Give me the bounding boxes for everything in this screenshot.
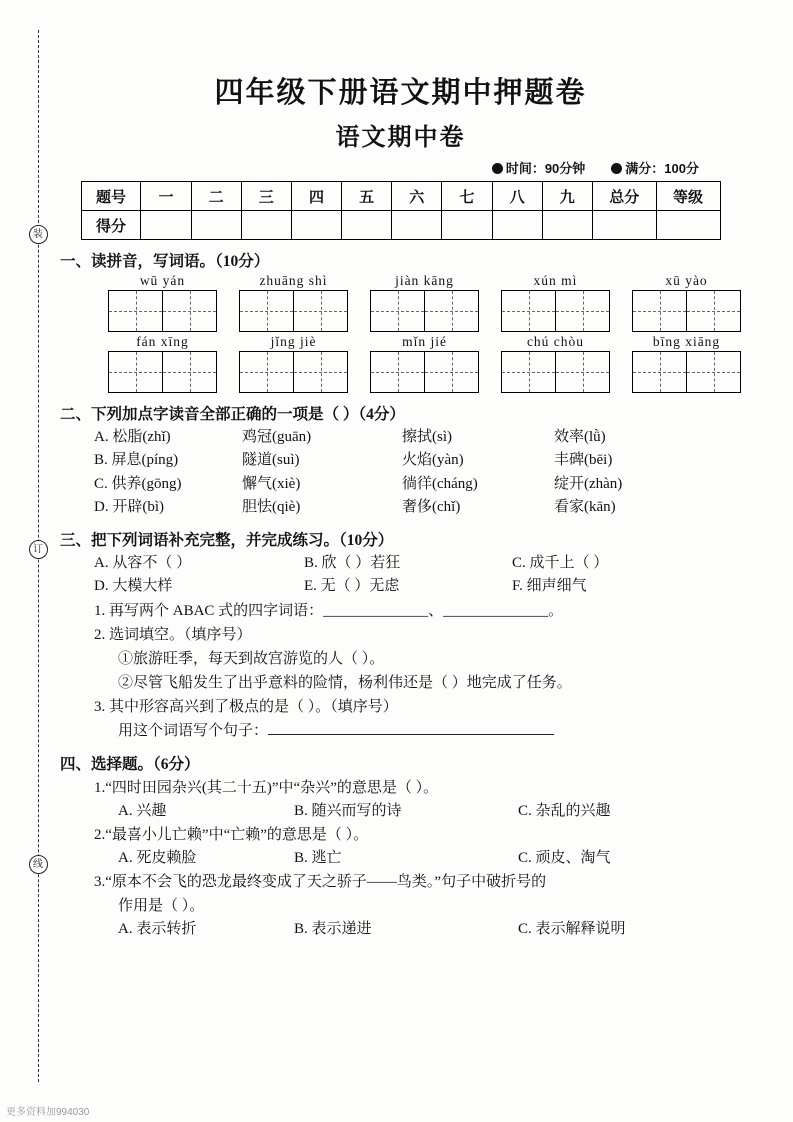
choice-option[interactable]: B. 表示递进 <box>294 921 372 937</box>
pinyin-text: fán xīng <box>136 334 189 349</box>
score-cell[interactable] <box>241 211 291 240</box>
pinyin-text: chú chòu <box>526 334 585 349</box>
score-table-row-label: 得分 <box>81 211 141 240</box>
score-cell[interactable] <box>542 211 592 240</box>
choice-row <box>118 800 741 823</box>
choice-option[interactable]: 奢侈(chǐ) <box>402 498 461 515</box>
tianzi-grid[interactable] <box>370 290 479 332</box>
score-table-header: 七 <box>442 182 492 211</box>
pinyin-item <box>632 273 741 332</box>
binding-mark-1 <box>26 225 50 244</box>
choice-row <box>94 426 741 449</box>
choice-option[interactable]: A. 松脂(zhǐ) <box>94 429 171 445</box>
choice-option[interactable]: D. 开辟(bì) <box>94 498 164 515</box>
table-row <box>81 182 720 211</box>
question-stem-cont: 作用是（ ）。 <box>118 898 205 914</box>
tianzi-grid[interactable] <box>501 290 610 332</box>
score-cell[interactable] <box>492 211 542 240</box>
section-heading-2: 二、下列加点字读音全部正确的一项是（ ）（4分） <box>60 406 405 423</box>
score-cell[interactable] <box>141 211 191 240</box>
choice-row <box>118 918 741 941</box>
page-subtitle: 语文期中卷 <box>335 125 466 151</box>
task-line[interactable]: ①旅游旺季，每天到故宫游览的人（ ）。 <box>118 650 385 667</box>
score-table-header: 题号 <box>81 182 141 211</box>
score-cell[interactable] <box>592 211 656 240</box>
choice-option[interactable]: 胆怯(qiè) <box>242 498 301 515</box>
choice-option[interactable]: C. 杂乱的兴趣 <box>518 802 611 819</box>
section-heading-4: 四、选择题。（6分） <box>60 755 200 773</box>
score-table-header: 六 <box>392 182 442 211</box>
choice-option[interactable]: 擦拭(sì) <box>402 429 452 445</box>
time-bullet-icon <box>492 163 503 174</box>
word-fill-item[interactable]: E. 无（ ）无虑 <box>304 578 400 595</box>
pinyin-text: jǐng jiè <box>270 334 317 349</box>
tianzi-grid[interactable] <box>239 351 348 393</box>
score-cell[interactable] <box>442 211 492 240</box>
score-table-header: 一 <box>141 182 191 211</box>
score-cell[interactable] <box>291 211 341 240</box>
question-stem: 3.“原本不会飞的恐龙最终变成了天之骄子——鸟类。”句子中破折号的 <box>94 874 547 890</box>
choice-row <box>94 496 741 519</box>
choice-option[interactable]: B. 屏息(píng) <box>94 452 179 469</box>
pinyin-text: zhuāng shì <box>259 273 328 288</box>
word-fill-item[interactable]: C. 成千上（ ） <box>512 555 609 571</box>
word-fill-row <box>94 575 741 598</box>
pinyin-item <box>501 334 610 393</box>
word-fill-row <box>94 552 741 575</box>
pinyin-text: mǐn jié <box>402 334 447 349</box>
pinyin-row-1 <box>108 273 741 332</box>
choice-option[interactable]: 懈气(xiè) <box>242 475 301 492</box>
choice-option[interactable]: 丰碑(bēi) <box>554 452 613 469</box>
pinyin-item <box>632 334 741 393</box>
choice-row <box>94 473 741 496</box>
choice-row <box>94 449 741 472</box>
choice-option[interactable]: 火焰(yàn) <box>402 452 464 469</box>
choice-option[interactable]: B. 随兴而写的诗 <box>294 802 402 819</box>
word-fill-item[interactable]: A. 从容不（ ） <box>94 555 192 571</box>
choice-option[interactable]: 绽开(zhàn) <box>554 475 623 492</box>
word-fill-item[interactable]: B. 欣（ ）若狂 <box>304 555 401 571</box>
task-line-with-blank <box>118 719 741 743</box>
section-heading-1: 一、读拼音，写词语。（10分） <box>60 253 270 270</box>
pinyin-item <box>239 273 348 332</box>
score-cell[interactable] <box>342 211 392 240</box>
tianzi-grid[interactable] <box>370 351 479 393</box>
word-fill-item[interactable]: F. 细声细气 <box>512 578 587 595</box>
pinyin-row-2 <box>108 334 741 393</box>
pinyin-text: bīng xiāng <box>652 334 721 349</box>
pinyin-text: xún mì <box>533 273 578 288</box>
paper-content <box>60 52 741 941</box>
pinyin-item <box>108 273 217 332</box>
watermark: 更多资料加994030 <box>6 1107 90 1118</box>
score-cell[interactable] <box>656 211 720 240</box>
choice-option[interactable]: A. 兴趣 <box>118 802 167 819</box>
word-fill-item[interactable]: D. 大模大样 <box>94 578 173 595</box>
binding-mark-char: 线 <box>29 855 48 874</box>
page-title: 四年级下册语文期中押题卷 <box>214 77 587 109</box>
score-table-header: 五 <box>342 182 392 211</box>
choice-option[interactable]: C. 供养(gōng) <box>94 475 182 492</box>
choice-option[interactable]: 隧道(suì) <box>242 452 300 469</box>
choice-option[interactable]: C. 顽皮、淘气 <box>518 849 611 866</box>
pinyin-item <box>501 273 610 332</box>
choice-option[interactable]: A. 表示转折 <box>118 921 197 937</box>
pinyin-writing-block <box>60 273 741 393</box>
binding-mark-char: 装 <box>29 225 48 244</box>
pinyin-item <box>108 334 217 393</box>
task-label: 用这个词语写个句子： <box>118 722 269 739</box>
tianzi-grid[interactable] <box>108 351 217 393</box>
score-bullet-icon <box>611 163 622 174</box>
binding-mark-3 <box>26 855 50 874</box>
tianzi-grid[interactable] <box>108 290 217 332</box>
choice-option[interactable]: 鸡冠(guān) <box>242 429 312 445</box>
tianzi-grid[interactable] <box>501 351 610 393</box>
task-line[interactable]: 1. 再写两个 ABAC 式的四字词语：______________、______________。 <box>94 602 564 619</box>
score-table-header: 四 <box>291 182 341 211</box>
section-heading-3: 三、把下列词语补充完整，并完成练习。（10分） <box>60 532 394 549</box>
tianzi-grid[interactable] <box>632 290 741 332</box>
pinyin-text: wū yán <box>139 273 186 288</box>
exam-meta <box>60 158 741 177</box>
exam-total: 满分：100分 <box>625 161 699 176</box>
score-table-header: 总分 <box>592 182 656 211</box>
choice-option[interactable]: A. 死皮赖脸 <box>118 849 197 866</box>
score-table-header: 等级 <box>656 182 720 211</box>
choice-option[interactable]: 看家(kān) <box>554 498 616 515</box>
pinyin-item <box>370 273 479 332</box>
question-stem: 2.“最喜小儿亡赖”中“亡赖”的意思是（ ）。 <box>94 826 369 843</box>
task-line: 2. 选词填空。（填序号） <box>94 626 252 643</box>
task-line[interactable]: ②尽管飞船发生了出乎意料的险情，杨利伟还是（ ）地完成了任务。 <box>118 674 572 691</box>
pinyin-text: xū yào <box>665 273 708 288</box>
score-table-header: 八 <box>492 182 542 211</box>
choice-option[interactable]: C. 表示解释说明 <box>518 921 626 937</box>
score-cell[interactable] <box>191 211 241 240</box>
score-table-header: 九 <box>542 182 592 211</box>
choice-option[interactable]: 徜徉(cháng) <box>402 475 478 492</box>
score-table-header: 三 <box>241 182 291 211</box>
question-stem: 1.“四时田园杂兴(其二十五)”中“杂兴”的意思是（ ）。 <box>94 779 439 796</box>
score-table-header: 二 <box>191 182 241 211</box>
score-cell[interactable] <box>392 211 442 240</box>
binding-mark-char: 订 <box>29 540 48 559</box>
pinyin-item <box>239 334 348 393</box>
pinyin-text: jiàn kāng <box>395 273 454 288</box>
exam-time: 时间：90分钟 <box>505 161 586 176</box>
pinyin-item <box>370 334 479 393</box>
choice-option[interactable]: 效率(lǜ) <box>554 429 606 445</box>
score-table <box>81 181 721 240</box>
binding-mark-2 <box>26 540 50 559</box>
choice-option[interactable]: B. 逃亡 <box>294 849 342 866</box>
tianzi-grid[interactable] <box>632 351 741 393</box>
task-line[interactable]: 3. 其中形容高兴到了极点的是（ ）。（填序号） <box>94 698 398 715</box>
choice-row <box>118 847 741 870</box>
answer-blank[interactable] <box>268 720 554 735</box>
table-row <box>81 211 720 240</box>
tianzi-grid[interactable] <box>239 290 348 332</box>
